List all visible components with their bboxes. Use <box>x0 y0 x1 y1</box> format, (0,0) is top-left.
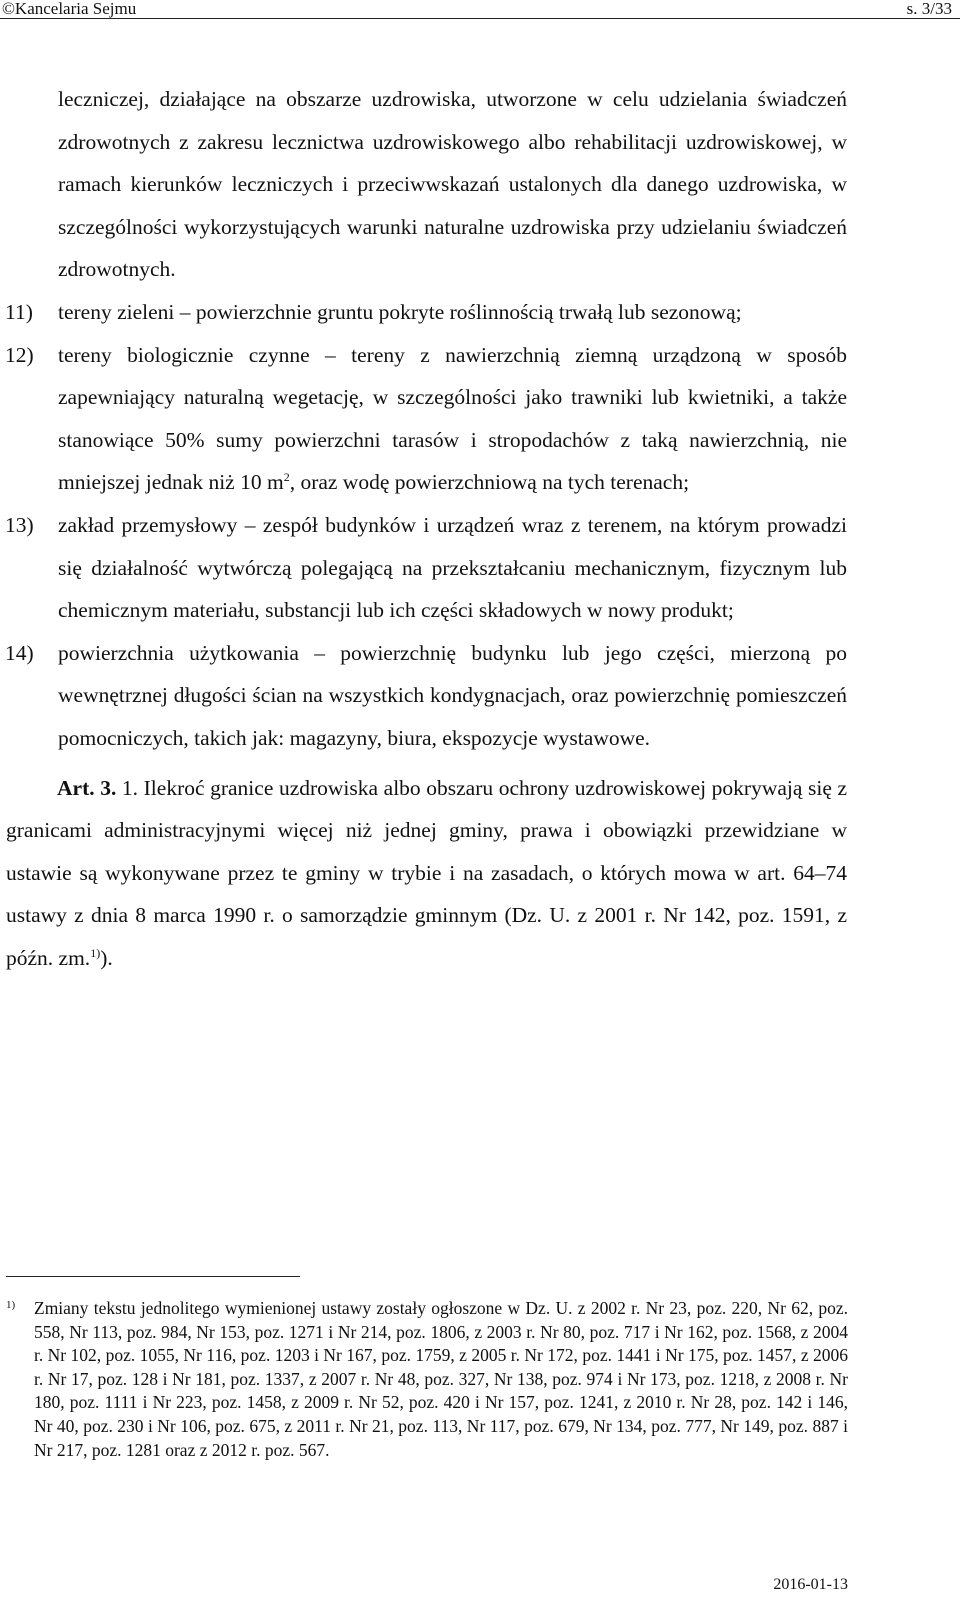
list-item-12 <box>0 334 960 504</box>
footnote-text: Zmiany tekstu jednolitego wymienionej ustawy zostały ogłoszone w Dz. U. z 2002 r. Nr 23, poz. 220, Nr 62, poz. 558, Nr 113, poz. 984, Nr 153, poz. 1271 i Nr 214, poz. 1806, z 2003 r. Nr 80, poz. 717 i Nr 162, poz. 1568, z 2004 r. Nr 102, poz. 1055, Nr 116, poz. 1203 i Nr 167, poz. 1759, z 2005 r. Nr 172, poz. 1441 i Nr 175, poz. 1457, z 2006 r. Nr 17, poz. 128 i Nr 181, poz. 1337, z 2007 r. Nr 48, poz. 327, Nr 138, poz. 974 i Nr 173, poz. 1218, z 2008 r. Nr 180, poz. 1111 i Nr 223, poz. 1458, z 2009 r. Nr 52, poz. 420 i Nr 157, poz. 1241, z 2010 r. Nr 28, poz. 142 i 146, Nr 40, poz. 230 i Nr 106, poz. 675, z 2011 r. Nr 21, poz. 113, Nr 117, poz. 679, Nr 134, poz. 777, Nr 149, poz. 887 i Nr 217, poz. 1281 oraz z 2012 r. poz. 567. <box>34 1298 848 1460</box>
list-item-13 <box>0 504 960 632</box>
article-label: Art. 3. <box>57 775 117 800</box>
item-text-part: , oraz wodę powierzchniową na tych terenach; <box>289 470 690 495</box>
list-item-14 <box>0 632 960 760</box>
footnote <box>6 1297 848 1462</box>
publisher-label: ©Kancelaria Sejmu <box>2 0 137 18</box>
footnote-mark: 1) <box>6 1299 16 1311</box>
document-body <box>0 78 960 979</box>
article-3-paragraph <box>6 767 847 980</box>
item-number: 11) <box>5 299 33 324</box>
continuation-paragraph: leczniczej, działające na obszarze uzdrowiska, utworzone w celu udzielania świadczeń zdrowotnych z zakresu lecznictwa uzdrowiskowego albo rehabilitacji uzdrowiskowej, w ramach kierunków leczniczych i przeciwwskazań ustalonych dla danego uzdrowiska, w szczególności wykorzystujących warunki naturalne uzdrowiska przy udzielaniu świadczeń zdrowotnych. <box>58 87 847 282</box>
item-text: powierzchnia użytkowania – powierzchnię budynku lub jego części, mierzoną po wewnętrznej długości ścian na wszystkich kondygnacjach, oraz powierzchnię pomieszczeń pomocniczych, takich jak: magazyny, biura, ekspozycje wystawowe. <box>58 640 847 750</box>
article-text: Ilekroć granice uzdrowiska albo obszaru ochrony uzdrowiskowej pokrywają się z granicami administracyjnymi więcej niż jednej gminy, prawa i obowiązki przewidziane w ustawie są wykonywane przez te gminy w trybie i na zasadach, o których mowa w art. 64–74 ustawy z dnia 8 marca 1990 r. o samorządzie gminnym (Dz. U. z 2001 r. Nr 142, poz. 1591, z późn. zm. <box>6 775 848 970</box>
header-rule <box>0 18 960 19</box>
list-item-11 <box>0 291 960 334</box>
item-number: 12) <box>5 342 34 367</box>
item-text: zakład przemysłowy – zespół budynków i urządzeń wraz z terenem, na którym prowadzi się działalność wytwórczą polegającą na przekształcaniu mechanicznym, fizycznym lub chemicznym materiału, substancji lub ich części składowych w nowy produkt; <box>58 512 847 623</box>
page-header <box>0 0 960 20</box>
superscript-exponent: 2 <box>283 470 290 485</box>
publication-date: 2016-01-13 <box>773 1576 848 1593</box>
item-text-part: tereny biologicznie czynne – tereny z nawierzchnią ziemną urządzoną w sposób zapewniający naturalną wegetację, w szczególności jako trawniki lub kwietniki, a także stanowiące 50% sumy powierzchni tarasów i stropodachów z taką nawierzchnią, nie mniejszej jednak niż 10 m <box>58 342 847 495</box>
footnote-rule <box>6 1276 300 1277</box>
footnote-reference: 1) <box>90 945 101 960</box>
paragraph-number: 1. <box>121 775 139 800</box>
item-number: 14) <box>5 640 34 665</box>
item-text: tereny zieleni – powierzchnie gruntu pokryte roślinnością trwałą lub sezonową; <box>58 299 742 324</box>
article-text-end: ). <box>100 945 113 970</box>
item-number: 13) <box>5 512 34 537</box>
item-text <box>58 334 847 504</box>
page-number: s. 3/33 <box>906 0 952 18</box>
